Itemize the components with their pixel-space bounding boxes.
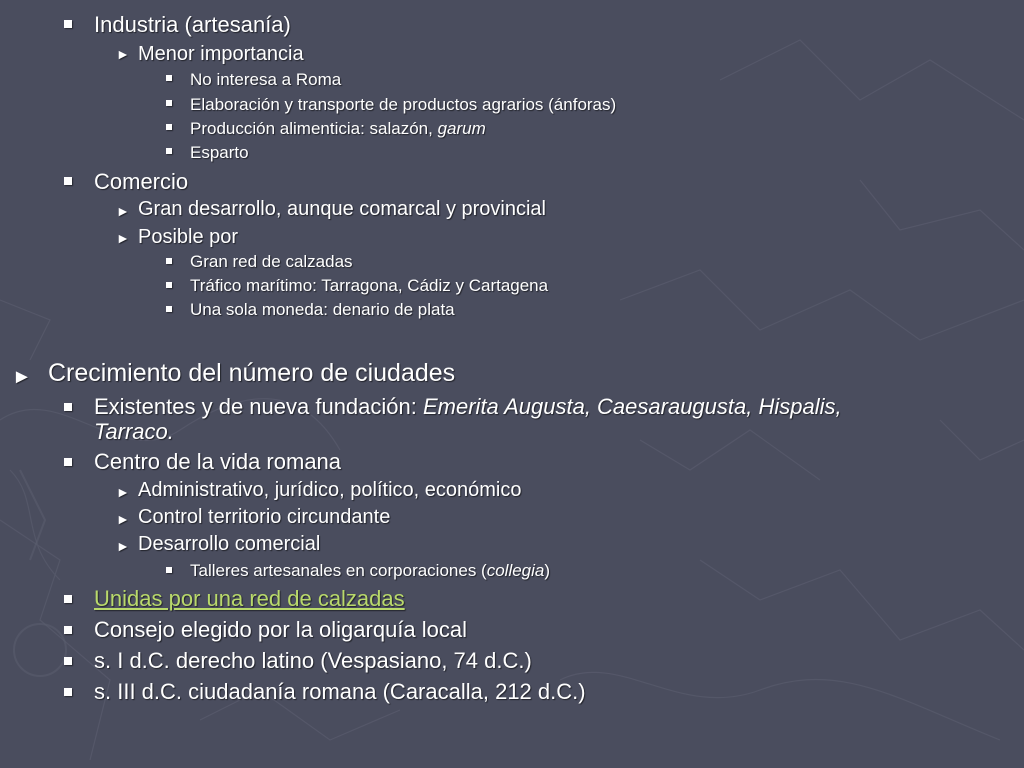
industria-item: No interesa a Roma: [190, 70, 342, 89]
existentes-line: Existentes y de nueva fundación: Emerita Augusta, Caesaraugusta, Hispalis,: [94, 394, 842, 419]
centro-point: Administrativo, jurídico, político, económico: [138, 479, 522, 501]
square-bullet-icon: [64, 595, 72, 603]
industria-item: Esparto: [190, 143, 249, 162]
square-bullet-icon: [64, 458, 72, 466]
consejo-line: Consejo elegido por la oligarquía local: [94, 617, 468, 642]
ciudadania-line: s. III d.C. ciudadanía romana (Caracalla, 212 d.C.): [94, 679, 586, 704]
calzadas-link-line: [94, 586, 405, 612]
comercio-point: Gran desarrollo, aunque comarcal y provincial: [138, 198, 546, 220]
square-bullet-icon: [166, 124, 172, 130]
derecho-latino-line: s. I d.C. derecho latino (Vespasiano, 74 d.C.): [94, 648, 532, 673]
existentes-line-cont: Tarraco.: [94, 419, 174, 444]
square-bullet-icon: [64, 177, 72, 185]
square-bullet-icon: [64, 403, 72, 411]
centro-point: Desarrollo comercial: [138, 533, 321, 555]
comercio-heading: Comercio: [94, 169, 189, 194]
industria-heading: Industria (artesanía): [94, 12, 291, 37]
square-bullet-icon: [166, 258, 172, 264]
industria-subpoint: Menor importancia: [138, 43, 304, 65]
square-bullet-icon: [166, 148, 172, 154]
square-bullet-icon: [166, 75, 172, 81]
ciudades-heading: Crecimiento del número de ciudades: [48, 359, 456, 387]
square-bullet-icon: [64, 20, 72, 28]
comercio-item: Gran red de calzadas: [190, 252, 353, 271]
comercio-item: Una sola moneda: denario de plata: [190, 300, 455, 319]
arrow-bullet-icon: ►: [116, 46, 130, 62]
square-bullet-icon: [166, 567, 172, 573]
arrow-bullet-icon: ►: [116, 203, 130, 219]
square-bullet-icon: [64, 688, 72, 696]
square-bullet-icon: [166, 100, 172, 106]
talleres-item: Talleres artesanales en corporaciones (collegia): [190, 561, 551, 580]
calzadas-link[interactable]: Unidas por una red de calzadas: [94, 586, 405, 611]
arrow-bullet-icon: ►: [116, 230, 130, 246]
arrow-bullet-icon: ►: [116, 511, 130, 527]
comercio-point: Posible por: [138, 226, 239, 248]
square-bullet-icon: [64, 657, 72, 665]
centro-heading: Centro de la vida romana: [94, 449, 342, 474]
square-bullet-icon: [166, 306, 172, 312]
arrow-bullet-icon: ►: [116, 538, 130, 554]
arrow-bullet-icon: ►: [12, 366, 32, 388]
square-bullet-icon: [166, 282, 172, 288]
comercio-item: Tráfico marítimo: Tarragona, Cádiz y Cartagena: [190, 276, 549, 295]
industria-item: Elaboración y transporte de productos agrarios (ánforas): [190, 95, 617, 114]
industria-item: Producción alimenticia: salazón, garum: [190, 119, 486, 138]
arrow-bullet-icon: ►: [116, 484, 130, 500]
square-bullet-icon: [64, 626, 72, 634]
centro-point: Control territorio circundante: [138, 506, 391, 528]
